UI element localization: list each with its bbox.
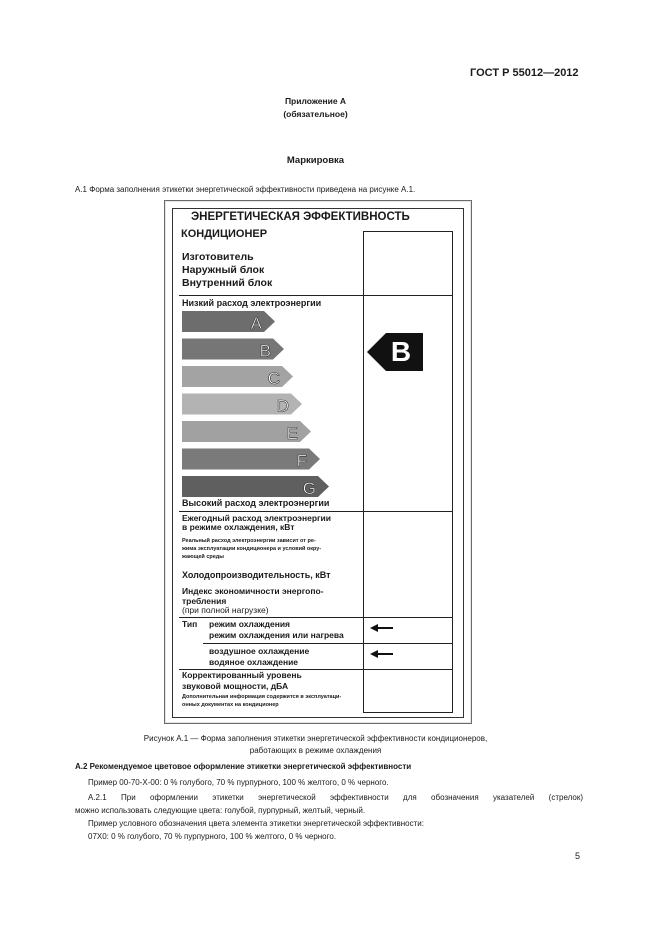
- annual-title-2: в режиме охлаждения, кВт: [182, 522, 295, 532]
- paragraph-example-2: Пример условного обозначения цвета элемента этикетки энергетической эффективности:: [88, 819, 424, 828]
- class-letter-g: G: [302, 479, 316, 498]
- eer-title-2: требления: [182, 596, 227, 606]
- annual-note-2: жима эксплуатации кондиционера и условий окру-: [182, 546, 322, 552]
- label-title: ЭНЕРГЕТИЧЕСКАЯ ЭФФЕКТИВНОСТЬ: [191, 211, 410, 223]
- page-number: 5: [575, 851, 581, 861]
- outdoor-unit-label: Наружный блок: [182, 264, 265, 276]
- paragraph-a21-line2: можно использовать следующие цвета: голубой, пурпурный, желтый, черный.: [75, 806, 366, 815]
- mode-arrow-icon: [370, 624, 393, 632]
- class-letter-d: D: [276, 396, 289, 416]
- eer-note: (при полной нагрузке): [182, 605, 269, 615]
- cooling-capacity-label: Холодопроизводительность, кВт: [182, 570, 331, 580]
- energy-label: [164, 200, 472, 724]
- noise-title-1: Корректированный уровень: [182, 670, 302, 680]
- appendix-title: Приложение А: [284, 96, 347, 106]
- appendix-subtitle: (обязательное): [283, 109, 348, 119]
- annual-note-3: жающей среды: [182, 554, 224, 560]
- type-water-cooling: водяное охлаждение: [209, 657, 299, 667]
- paragraph-example-1: Пример 00-70-Х-00: 0 % голубого, 70 % пурпурного, 100 % желтого, 0 % черного.: [88, 778, 389, 787]
- low-consumption-label: Низкий расход электроэнергии: [182, 298, 322, 308]
- annual-title-1: Ежегодный расход электроэнергии: [182, 513, 332, 523]
- indoor-unit-label: Внутренний блок: [182, 277, 273, 289]
- figure-caption-1: Рисунок А.1 — Форма заполнения этикетки энергетической эффективности кондиционеров,: [143, 734, 488, 743]
- intro-paragraph: А.1 Форма заполнения этикетки энергетической эффективности приведена на рисунке А.1.: [75, 185, 416, 194]
- noise-note-1: Дополнительная информация содержится в эксплуатаци-: [182, 694, 342, 700]
- class-letter-f: F: [296, 451, 307, 471]
- figure-caption-2: работающих в режиме охлаждения: [249, 746, 382, 755]
- type-mode-cooling: режим охлаждения: [209, 619, 291, 629]
- manufacturer-label: Изготовитель: [182, 251, 254, 263]
- class-letter-e: E: [286, 424, 298, 443]
- section-caption: Маркировка: [286, 155, 345, 166]
- high-consumption-label: Высокий расход электроэнергии: [182, 498, 330, 508]
- type-air-cooling: воздушное охлаждение: [209, 646, 310, 656]
- paragraph-example-3: 07Х0: 0 % голубого, 70 % пурпурного, 100 % желтого, 0 % черного.: [88, 832, 337, 841]
- annual-note-1: Реальный расход электроэнергии зависит от ре-: [182, 538, 316, 544]
- class-letter-b: B: [259, 341, 271, 361]
- noise-title-2: звуковой мощности, дБА: [182, 681, 289, 691]
- type-label: Тип: [182, 619, 198, 629]
- class-letter-c: C: [267, 369, 280, 388]
- eer-title-1: Индекс экономичности энергопо-: [182, 586, 324, 596]
- label-subtitle: КОНДИЦИОНЕР: [181, 228, 268, 240]
- section-a2-title: А.2 Рекомендуемое цветовое оформление этикетки энергетической эффективности: [75, 762, 412, 771]
- type-mode-heating: режим охлаждения или нагрева: [209, 630, 344, 640]
- cooling-arrow-icon: [370, 650, 393, 658]
- paragraph-a21-line1: А.2.1 При оформлении этикетки энергетической эффективности для обозначения указателей (стрелок): [88, 793, 583, 802]
- rating-letter: B: [390, 336, 412, 367]
- class-letter-a: A: [250, 314, 262, 333]
- standard-number: ГОСТ Р 55012—2012: [470, 67, 579, 79]
- class-arrows: [165, 201, 471, 723]
- noise-note-2: онных документах на кондиционер: [182, 702, 279, 708]
